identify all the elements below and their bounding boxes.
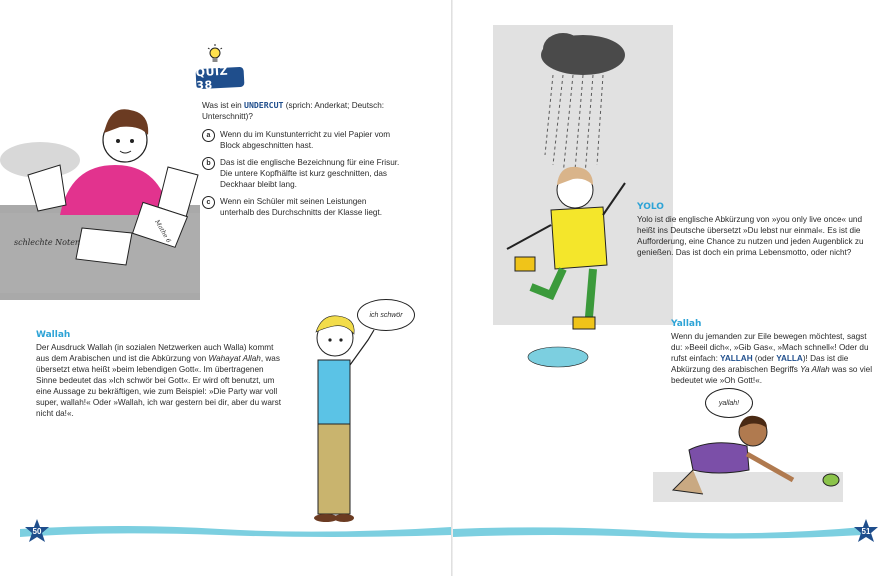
- yallah-title: Yallah: [671, 319, 702, 329]
- quiz-option-b: [202, 157, 402, 190]
- lightbulb-icon: [207, 44, 223, 66]
- yallah-speech-text: yallah!: [718, 399, 740, 407]
- wave-decoration-right: [453, 515, 886, 545]
- wave-decoration-left: [0, 515, 451, 545]
- yolo-title: YOLO: [637, 202, 664, 212]
- yolo-text: Yolo ist die englische Abkürzung von »you only live once« und heißt ins Deutsche übersetzt »Du lebst nur einmal«. Es ist die Aufforderung, eine Chance zu nutzen und jeden Augenblick zu genießen. Das ist doch ein prima Lebensmotto, oder nicht?: [637, 215, 864, 257]
- yallah-text-part: (oder: [752, 354, 777, 363]
- yallah-keyword: YALLAH: [720, 354, 753, 363]
- page-number-left: 50: [32, 526, 42, 536]
- wallah-text-part: , was übersetzt etwa heißt »beim lebendigen Gott«. Im übertragenen Sinne bedeutet das »Ich schwör bei Gott«. Er wird oft benutzt, um eine Aussage zu bekräftigen, wie zum Beispiel: »Die Party war voll super, wallah!« Oder »Wallah, ich war gestern bei dir, aber du warst nicht da!«.: [36, 354, 281, 418]
- yallah-text-part: )! Das ist die Abkürzung des arabischen Begriffs: [671, 354, 849, 374]
- quiz-badge: [195, 64, 245, 93]
- wallah-speech-bubble: [357, 299, 415, 331]
- wallah-speech-text: ich schwör: [369, 311, 403, 319]
- boy-swearing-illustration: [290, 310, 390, 530]
- crawling-boy-illustration: [653, 410, 853, 510]
- wallah-text: [36, 342, 284, 419]
- quiz-question-prefix: Was ist ein: [202, 101, 245, 110]
- quiz-option-letter: b: [202, 157, 215, 170]
- quiz-question: [202, 100, 402, 122]
- page-right: [453, 0, 886, 576]
- yallah-text-part: was so viel bedeutet wie »Oh Gott!«.: [671, 365, 873, 385]
- yallah-text-italic: Ya Allah: [800, 365, 830, 374]
- wallah-text-part: Der Ausdruck Wallah (in sozialen Netzwerken auch Walla) kommt aus dem Arabischen und ist die Abkürzung von: [36, 343, 274, 363]
- bad-grades-note: schlechte Noten: [14, 238, 81, 247]
- quiz-question-keyword: UNDERCUT: [244, 100, 284, 110]
- quiz-option-letter: a: [202, 129, 215, 142]
- quiz-option-c: [202, 196, 402, 218]
- sheet-note: Mathe 6: [153, 218, 172, 245]
- yallah-text-part: Wenn du jemanden zur Eile bewegen möchtest, sagst du: »Beeil dich«, »Gib Gas«, »Mach schnell«! Oder du rufst einfach:: [671, 332, 869, 363]
- wallah-title: Wallah: [36, 330, 71, 340]
- page-number-right: 51: [861, 526, 871, 536]
- quiz-option-letter: c: [202, 196, 215, 209]
- quiz-question-suffix: (sprich: Anderkat; Deutsch: Unterschnitt)?: [202, 101, 385, 121]
- quiz-option-text: Wenn ein Schüler mit seinen Leistungen unterhalb des Durchschnitts der Klasse liegt.: [220, 197, 383, 217]
- yallah-keyword: YALLA: [776, 354, 803, 363]
- quiz-badge-label: QUIZ 38: [195, 64, 229, 93]
- quiz-option-a: [202, 129, 402, 151]
- yallah-text: [671, 331, 876, 386]
- quiz-option-text: Das ist die englische Bezeichnung für eine Frisur. Die untere Kopfhälfte ist kurz geschnitten, das Deckhaar bleibt lang.: [220, 158, 400, 189]
- quiz-option-text: Wenn du im Kunstunterricht zu viel Papier vom Block abgeschnitten hast.: [220, 130, 391, 150]
- wallah-text-italic: Wahayat Allah: [208, 354, 261, 363]
